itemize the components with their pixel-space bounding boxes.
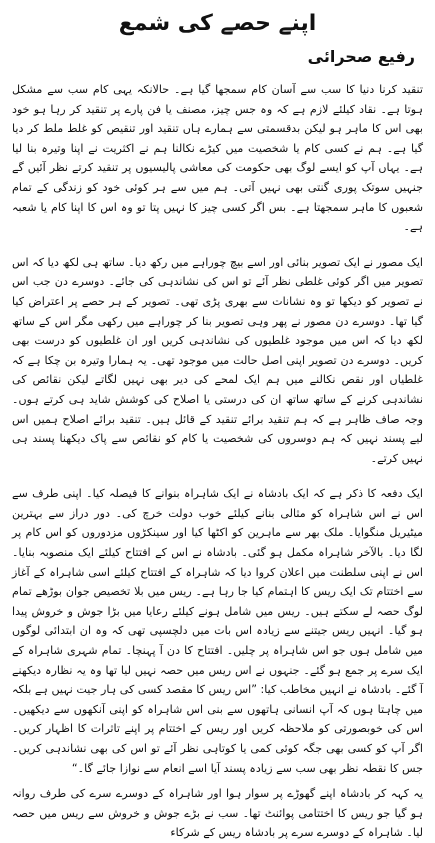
article-title: اپنے حصے کی شمع: [118, 11, 317, 36]
paragraph: یہ کہہ کر بادشاہ اپنے گھوڑے پر سوار ہوا اور شاہراہ کے دوسرے سرے کی طرف روانہ ہو گیا جو ریس کا اختتامی پوائنٹ تھا۔ سب نے بڑے جوش و خروش سے ریس میں حصہ لیا۔ شاہراہ کے دوسرے سرے پر بادشاہ ریس کے شرکاء: [12, 787, 423, 840]
paragraph: تنقید کرنا دنیا کا سب سے آسان کام سمجھا گیا ہے۔ حالانکہ یہی کام سب سے مشکل ہوتا ہے۔ نقاد کیلئے لازم ہے کہ وہ جس چیز، مصنف یا فن پارے پر تنقید کر رہا ہو خود بھی اس کا ماہر ہو لیکن بدقسمتی سے ہمارے ہاں تنقید اور تنقیص کو غلط ملط کر دیا گیا ہے۔ ہم نے کسی کام یا شخصیت میں کیڑے نکالنا ہم نے اکثریت نے اپنا وتیرہ بنا لیا ہے۔ یہاں آپ کو ایسے لوگ بھی حکومت کی معاشی پالیسیوں پر تنقید کرتے نظر آئیں گے جنہیں سوتک پوری گنتی بھی نہیں آتی۔ ہم میں سے ہر کوئی خود کو زندگی کے تمام شعبوں کا ماہر سمجھتا ہے۔ بس اگر کسی چیز کا نہیں پتا تو وہ اس کا اپنا کام یا شعبہ ہے۔: [12, 83, 423, 234]
paragraph: ایک مصور نے ایک تصویر بنائی اور اسے بیچ چوراہے میں رکھ دیا۔ ساتھ ہی لکھ دیا کہ اس تصویر میں اگر کوئی غلطی نظر آئے تو اس کی نشاندہی کی جائے۔ دوسرے دن جب اس نے تصویر کو دیکھا تو وہ نشانات سے بھری پڑی تھی۔ تصویر کے ہر حصے پر اعتراض کیا گیا تھا۔ دوسرے دن مصور نے پھر وہی تصویر بنا کر چوراہے میں رکھی مگر اس کے ساتھ لکھ دیا کہ اس میں موجود غلطیوں کی نشاندہی کریں اور ان غلطیوں کو درست بھی کریں۔ دوسرے دن تصویر اپنی اصل حالت میں موجود تھی۔ یہ ہمارا وتیرہ بن چکا ہے کہ غلطیاں اور نقص نکالنے میں ہم ایک لمحے کی دیر بھی نہیں لگاتے لیکن نقائص کی نشاندہی کرنے کے ساتھ ساتھ ان کی درستی یا اصلاح کی کوشش شاید ہی کرتے ہوں۔ وجہ صاف ظاہر ہے کہ ہم تنقید برائے تنقید کے قائل ہیں۔ تنقید برائے اصلاح ہمیں اس لیے پسند نہیں کہ ہم دوسروں کی شخصیت یا کام کو نقائص سے پاک دیکھنا پسند ہی نہیں کرتے۔: [12, 255, 423, 465]
article-author: رفیع صحرائی: [307, 47, 415, 66]
paragraph: ایک دفعہ کا ذکر ہے کہ ایک بادشاہ نے ایک شاہراہ بنوانے کا فیصلہ کیا۔ اپنی طرف سے اس نے اس شاہراہ کو مثالی بنانے کیلئے خوب دولت خرچ کی۔ دور دراز سے بہترین میٹیریل منگوایا۔ ملک بھر سے ماہرین کو اکٹھا کیا اور سینکڑوں مزدوروں کو اس کام پر لگا دیا۔ بالآخر شاہراہ مکمل ہو گئی۔ بادشاہ نے اس کے افتتاح کیلئے ایک منصوبہ بنایا۔ اس نے اپنی سلطنت میں اعلان کروا دیا کہ شاہراہ کے افتتاح کیلئے اسی شاہراہ کے آغاز سے اختتام تک ایک ریس کا اہتمام کیا جا رہا ہے۔ ریس میں بلا تخصیص جوان بوڑھے تمام لوگ حصہ لے سکتے ہیں۔ ریس میں شامل ہونے کیلئے رعایا میں بڑا جوش و خروش پیدا ہو گیا۔ انہیں ریس جیتنے سے زیادہ اس بات میں دلچسپی تھی کہ وہ ان ابتدائی لوگوں میں شامل ہوں جو اس شاہراہ پر چلیں۔ افتتاح کا دن آ پہنچا۔ تمام شہری شاہراہ کے ایک سرے پر جمع ہو گئے۔ جنہوں نے اس ریس میں حصہ نہیں لیا تھا وہ یہ نظارہ دیکھنے آ گئے۔ بادشاہ نے انہیں مخاطب کیا: ”اس ریس کا مقصد کسی کی ہار جیت نہیں ہے بلکہ میں چاہتا ہوں کہ آپ انسانی ہاتھوں سے بنی اس شاہراہ کو اپنی آنکھوں سے دیکھیں۔ اس کی خوبصورتی کو ملاحظہ کریں اور ریس کے اختتام پر اپنے تاثرات کا اظہار کریں۔ اگر آپ کو کسی بھی جگہ کوئی کمی یا کوتاہی نظر آئے تو اس کی بھی نشاندہی کریں۔ جس کا نقطہ نظر بھی سب سے زیادہ پسند آیا اسے انعام سے نوازا جائے گا۔“: [12, 487, 423, 775]
